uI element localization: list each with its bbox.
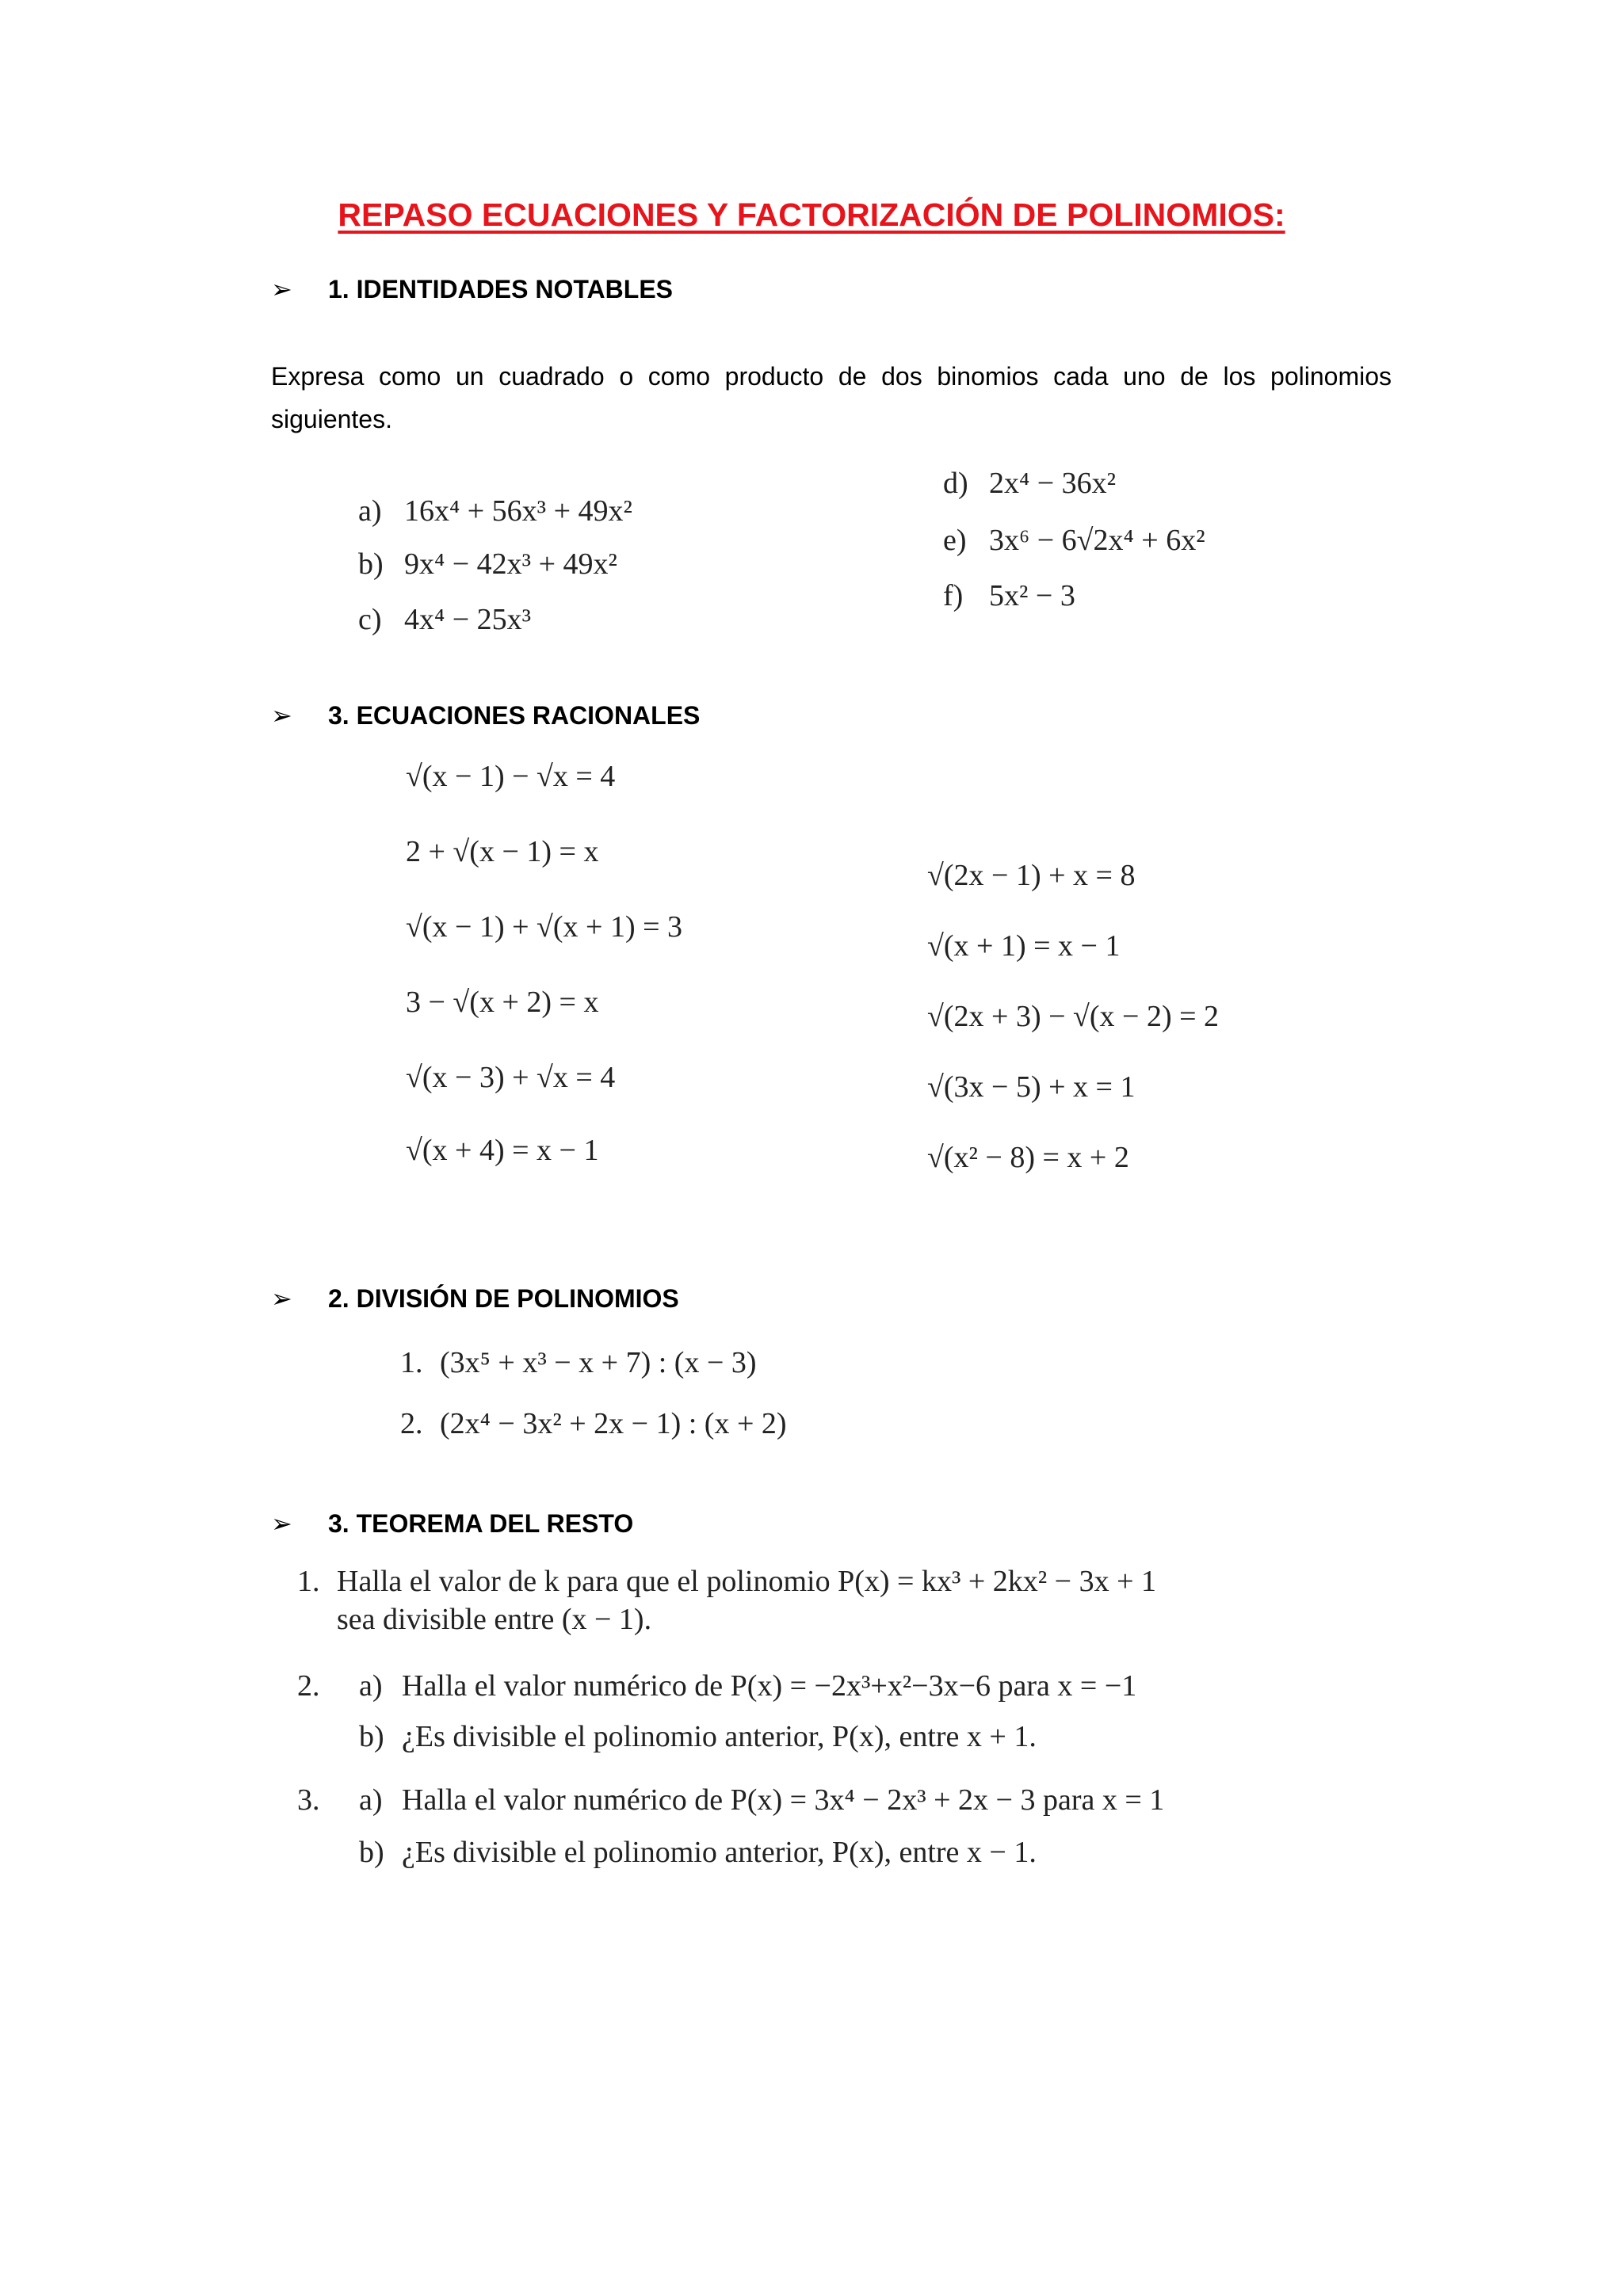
item-number: 1. — [400, 1346, 423, 1379]
resto-problem-3a — [297, 1783, 1164, 1817]
item-expression: 5x² − 3 — [989, 579, 1075, 612]
item-label: a) — [358, 494, 382, 528]
sub-label: b) — [359, 1720, 384, 1753]
resto-problem-2a — [297, 1669, 1136, 1703]
heading-text: 1. IDENTIDADES NOTABLES — [328, 274, 673, 303]
item-expression: 16x⁴ + 56x³ + 49x² — [404, 494, 632, 528]
section-heading-division — [271, 1283, 679, 1314]
identity-item-d — [943, 466, 1116, 501]
item-expression: 9x⁴ − 42x³ + 49x² — [404, 547, 617, 581]
intro-paragraph: Expresa como un cuadrado o como producto de dos binomios cada uno de los polinomios siguientes. — [271, 362, 1392, 433]
identity-item-f — [943, 578, 1075, 613]
identity-item-e — [943, 523, 1205, 558]
equation-left-2: 2 + √(x − 1) = x — [406, 835, 599, 868]
item-label: e) — [943, 524, 967, 557]
problem-text: ¿Es divisible el polinomio anterior, P(x), entre x − 1. — [402, 1836, 1037, 1869]
identity-item-a — [358, 494, 632, 528]
sub-label: a) — [359, 1669, 383, 1703]
resto-problem-1-line1 — [297, 1564, 1156, 1599]
identity-item-b — [358, 547, 617, 582]
arrow-bullet-icon: ➢ — [271, 275, 292, 303]
item-expression: (3x⁵ + x³ − x + 7) : (x − 3) — [440, 1346, 757, 1379]
problem-number: 3. — [297, 1783, 320, 1817]
equation-left-1: √(x − 1) − √x = 4 — [406, 760, 616, 793]
equation-right-2: √(x + 1) = x − 1 — [927, 929, 1121, 963]
section-heading-resto — [271, 1508, 633, 1539]
division-item-1 — [400, 1345, 757, 1380]
item-label: f) — [943, 579, 964, 612]
item-expression: 2x⁴ − 36x² — [989, 467, 1117, 500]
equation-left-4: 3 − √(x + 2) = x — [406, 986, 599, 1019]
sub-label: b) — [359, 1836, 384, 1869]
item-expression: (2x⁴ − 3x² + 2x − 1) : (x + 2) — [440, 1407, 787, 1440]
resto-problem-1-line2: sea divisible entre (x − 1). — [337, 1603, 652, 1636]
item-label: c) — [358, 603, 382, 636]
section-heading-racionales — [271, 700, 700, 730]
page-title: REPASO ECUACIONES Y FACTORIZACIÓN DE POLINOMIOS: — [338, 196, 1285, 233]
problem-text: Halla el valor de k para que el polinomio P(x) = kx³ + 2kx² − 3x + 1 — [337, 1565, 1157, 1598]
heading-text: 2. DIVISIÓN DE POLINOMIOS — [328, 1283, 679, 1313]
item-label: b) — [358, 547, 384, 581]
section-heading-identidades — [271, 274, 673, 304]
equation-right-3: √(2x + 3) − √(x − 2) = 2 — [927, 1000, 1220, 1033]
item-label: d) — [943, 467, 968, 500]
equation-right-4: √(3x − 5) + x = 1 — [927, 1070, 1136, 1104]
sub-label: a) — [359, 1783, 383, 1817]
arrow-bullet-icon: ➢ — [271, 1509, 292, 1538]
equation-left-6: √(x + 4) = x − 1 — [406, 1134, 599, 1167]
problem-number: 2. — [297, 1669, 320, 1703]
identity-item-c — [358, 602, 531, 637]
heading-text: 3. ECUACIONES RACIONALES — [328, 700, 701, 730]
item-number: 2. — [400, 1407, 423, 1440]
equation-right-5: √(x² − 8) = x + 2 — [927, 1141, 1129, 1174]
item-expression: 3x⁶ − 6√2x⁴ + 6x² — [989, 524, 1205, 557]
division-item-2 — [400, 1406, 787, 1441]
problem-text: Halla el valor numérico de P(x) = −2x³+x²−3x−6 para x = −1 — [402, 1669, 1137, 1703]
problem-text: Halla el valor numérico de P(x) = 3x⁴ − 2x³ + 2x − 3 para x = 1 — [402, 1783, 1165, 1817]
problem-text: ¿Es divisible el polinomio anterior, P(x), entre x + 1. — [402, 1720, 1037, 1753]
equation-left-3: √(x − 1) + √(x + 1) = 3 — [406, 910, 683, 944]
problem-number: 1. — [297, 1565, 320, 1598]
resto-problem-2b — [359, 1719, 1037, 1754]
equation-right-1: √(2x − 1) + x = 8 — [927, 859, 1136, 892]
resto-problem-3b — [359, 1835, 1037, 1870]
arrow-bullet-icon: ➢ — [271, 1284, 292, 1313]
heading-text: 3. TEOREMA DEL RESTO — [328, 1508, 634, 1538]
equation-left-5: √(x − 3) + √x = 4 — [406, 1061, 616, 1094]
item-expression: 4x⁴ − 25x³ — [404, 603, 532, 636]
arrow-bullet-icon: ➢ — [271, 701, 292, 730]
